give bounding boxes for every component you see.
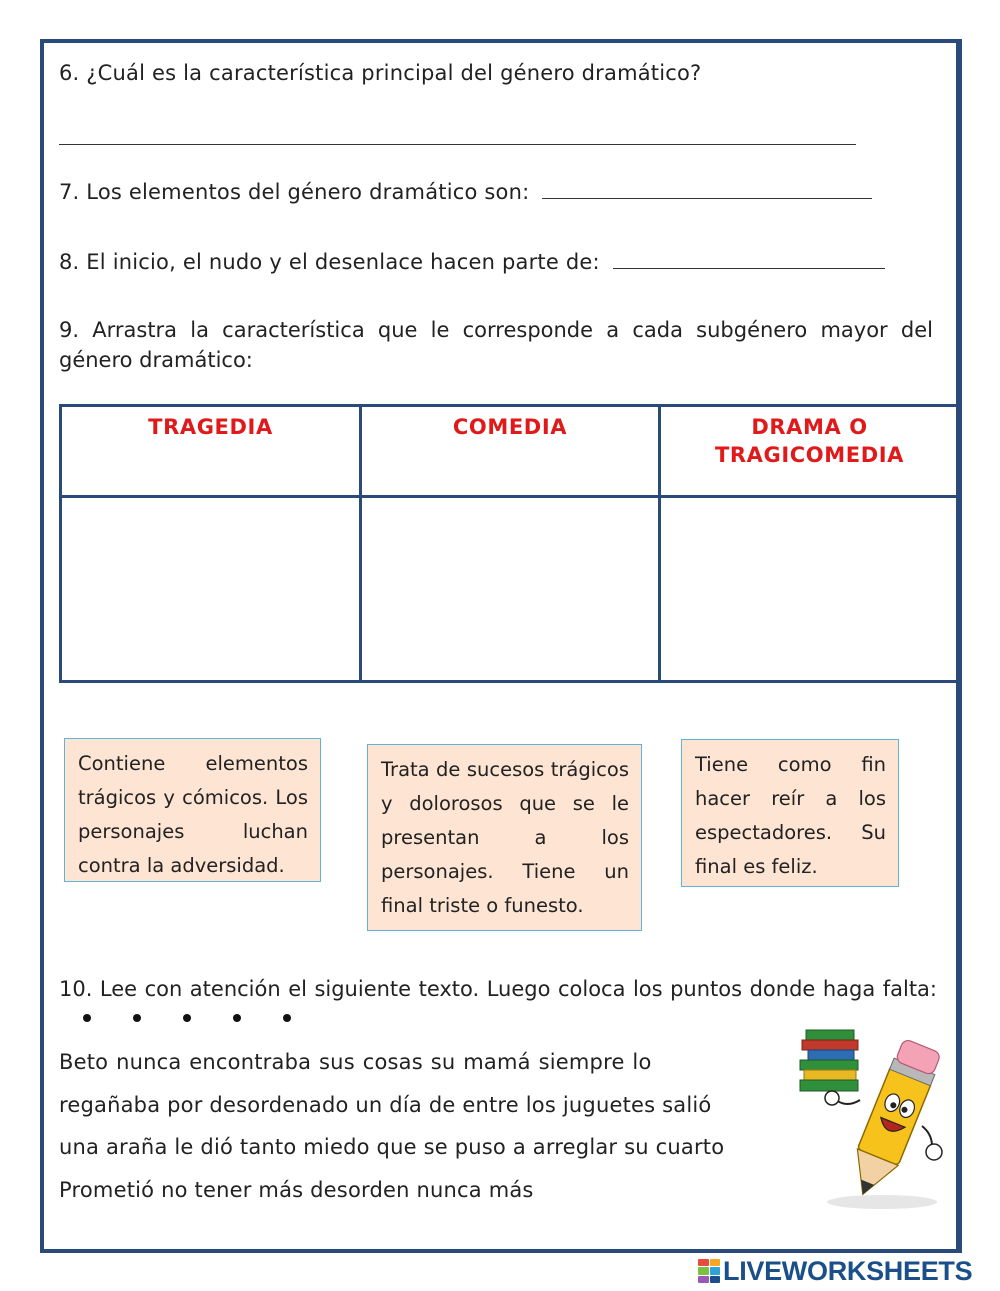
draggable-card-3[interactable]: Tiene como fin hacer reír a los espectadores. Su final es feliz. [681,739,899,887]
logo-text: LIVEWORKSHEETS [723,1255,973,1286]
liveworksheets-logo [698,1256,972,1286]
question-8: 8. El inicio, el nudo y el desenlace hacen parte de: [59,250,600,274]
draggable-dot[interactable] [283,1014,291,1022]
header-tragedia: TRAGEDIA [148,415,273,439]
subgenre-table [59,404,956,683]
passage-line-3: una araña le dió tanto miedo que se puso a arreglar su cuarto [59,1135,725,1159]
answer-6-input[interactable] [59,128,856,145]
draggable-dot[interactable] [233,1014,241,1022]
question-10-text: 10. Lee con atención el siguiente texto. Luego coloca los puntos donde haga falta: [59,977,937,1001]
draggable-card-2[interactable]: Trata de sucesos trágicos y dolorosos que se le presentan a los personajes. Tiene un final triste o funesto. [367,744,642,931]
question-7-row [59,177,872,207]
draggable-dot[interactable] [183,1014,191,1022]
logo-tiles-icon [698,1259,720,1283]
draggable-dot[interactable] [133,1014,141,1022]
question-9: 9. Arrastra la característica que le corresponde a cada subgénero mayor del género dramático: [59,318,933,372]
passage-line-4: Prometió no tener más desorden nunca más [59,1178,534,1202]
passage-line-1: Beto nunca encontraba sus cosas su mamá siempre lo [59,1050,652,1074]
passage-line-2: regañaba por desordenado un día de entre los juguetes salió [59,1093,712,1117]
answer-7-input[interactable] [542,180,872,199]
drop-zone-drama[interactable] [661,498,956,680]
drop-zone-tragedia[interactable] [62,498,359,680]
draggable-dot[interactable] [83,1014,91,1022]
draggable-card-1[interactable]: Contiene elementos trágicos y cómicos. Los personajes luchan contra la adversidad. [64,738,321,882]
header-drama: DRAMA O TRAGICOMEDIA [714,415,904,467]
header-comedia: COMEDIA [452,415,568,439]
question-7: 7. Los elementos del género dramático son: [59,180,530,204]
question-8-row [59,247,885,277]
answer-8-input[interactable] [613,250,885,269]
drop-zone-comedia[interactable] [362,498,658,680]
pencil-books-illustration [792,1022,952,1222]
question-6: 6. ¿Cuál es la característica principal del género dramático? [59,61,702,85]
dot-marks [59,1004,312,1034]
